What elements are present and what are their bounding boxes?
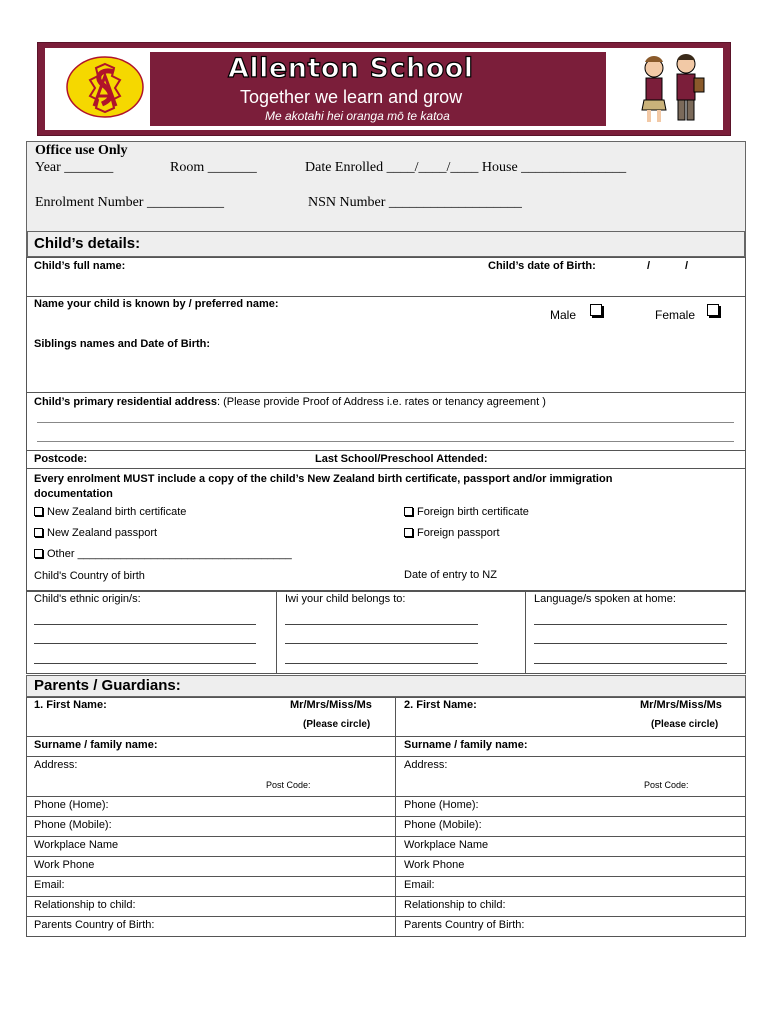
ethnic-line[interactable] [34, 624, 256, 625]
checkbox-icon[interactable] [34, 507, 43, 516]
parent1-first-name-label[interactable]: 1. First Name: [34, 699, 107, 711]
divider [27, 736, 745, 737]
parent2-title-options[interactable]: Mr/Mrs/Miss/Ms [640, 699, 722, 711]
parent1-phone-mobile[interactable]: Phone (Mobile): [34, 819, 112, 831]
parent1-address-label[interactable]: Address: [34, 759, 78, 771]
parent2-phone-mobile[interactable]: Phone (Mobile): [404, 819, 482, 831]
enrolment-number-field[interactable]: Enrolment Number ___________ [35, 195, 224, 210]
parent2-relationship[interactable]: Relationship to child: [404, 899, 506, 911]
language-line[interactable] [534, 663, 727, 664]
parent2-phone-home[interactable]: Phone (Home): [404, 799, 479, 811]
children-illustration-icon [626, 48, 716, 130]
parent2-please-circle: (Please circle) [651, 719, 719, 730]
parent1-work-phone[interactable]: Work Phone [34, 859, 95, 871]
siblings-label[interactable]: Siblings names and Date of Birth: [34, 338, 211, 350]
parent2-work-phone[interactable]: Work Phone [404, 859, 465, 871]
doc-option-label: Foreign passport [417, 527, 500, 539]
divider [27, 916, 745, 917]
female-checkbox[interactable] [707, 304, 719, 316]
school-name: Allenton School [228, 53, 474, 84]
parent1-please-circle: (Please circle) [303, 719, 371, 730]
room-field[interactable]: Room _______ [170, 160, 257, 175]
postcode-label[interactable]: Postcode: [34, 453, 88, 465]
doc-option-other[interactable] [34, 548, 292, 560]
divider [27, 392, 745, 393]
parent2-first-name-label[interactable]: 2. First Name: [404, 699, 477, 711]
parent1-relationship[interactable]: Relationship to child: [34, 899, 136, 911]
doc-option-nz-passport[interactable] [34, 527, 157, 539]
enrolment-note: Every enrolment MUST include a copy of the child’s New Zealand birth certificate, passport and/or immigration [34, 473, 613, 485]
dob-slash: / [647, 260, 651, 272]
divider [27, 450, 745, 451]
divider [27, 856, 745, 857]
doc-option-label: New Zealand passport [47, 527, 158, 539]
male-label: Male [550, 308, 577, 322]
preferred-name-label[interactable]: Name your child is known by / preferred name: [34, 298, 279, 310]
maori-motto: Me akotahi hei oranga mō te katoa [265, 109, 450, 123]
school-tagline: Together we learn and grow [240, 87, 463, 107]
last-school-label[interactable]: Last School/Preschool Attended: [315, 453, 488, 465]
language-label[interactable]: Language/s spoken at home: [534, 593, 676, 605]
enrolment-note-cont: documentation [34, 488, 113, 500]
iwi-line[interactable] [285, 643, 478, 644]
nsn-number-field[interactable]: NSN Number ___________________ [308, 195, 522, 210]
divider [27, 296, 745, 297]
doc-option-label: Other ___________________________________ [47, 548, 292, 560]
divider [27, 836, 745, 837]
year-field[interactable]: Year _______ [35, 160, 114, 175]
checkbox-icon[interactable] [404, 507, 413, 516]
parent2-workplace[interactable]: Workplace Name [404, 839, 489, 851]
divider [27, 816, 745, 817]
doc-option-nz-birth[interactable] [34, 506, 186, 518]
date-entry-label[interactable]: Date of entry to NZ [404, 569, 497, 581]
parent2-country-of-birth[interactable]: Parents Country of Birth: [404, 919, 525, 931]
divider [27, 468, 745, 469]
female-label: Female [655, 308, 696, 322]
date-enrolled-field[interactable]: Date Enrolled ____/____/____ House _______________ [305, 160, 627, 175]
doc-option-foreign-birth[interactable] [404, 506, 529, 518]
parent1-title-options[interactable]: Mr/Mrs/Miss/Ms [290, 699, 372, 711]
divider [525, 590, 526, 674]
male-checkbox[interactable] [590, 304, 602, 316]
child-details-heading: Child’s details: [34, 235, 141, 252]
parent2-email[interactable]: Email: [404, 879, 435, 891]
dob-slash: / [685, 260, 689, 272]
parent2-post-code-label[interactable]: Post Code: [644, 780, 689, 790]
parent1-country-of-birth[interactable]: Parents Country of Birth: [34, 919, 155, 931]
divider [27, 796, 745, 797]
doc-option-label: New Zealand birth certificate [47, 506, 187, 518]
child-dob-label[interactable]: Child’s date of Birth: [488, 260, 596, 272]
country-of-birth-label[interactable]: Child's Country of birth [34, 570, 145, 582]
address-line-2[interactable] [37, 441, 734, 442]
language-line[interactable] [534, 624, 727, 625]
address-note: : (Please provide Proof of Address i.e. rates or tenancy agreement ) [217, 396, 546, 408]
iwi-label[interactable]: Iwi your child belongs to: [285, 593, 406, 605]
parent2-surname-label[interactable]: Surname / family name: [404, 739, 528, 751]
parent1-phone-home[interactable]: Phone (Home): [34, 799, 109, 811]
doc-option-label: Foreign birth certificate [417, 506, 529, 518]
checkbox-icon[interactable] [404, 528, 413, 537]
parent1-email[interactable]: Email: [34, 879, 65, 891]
office-heading: Office use Only [35, 143, 128, 158]
parent1-workplace[interactable]: Workplace Name [34, 839, 119, 851]
parent2-address-label[interactable]: Address: [404, 759, 448, 771]
iwi-line[interactable] [285, 624, 478, 625]
iwi-line[interactable] [285, 663, 478, 664]
divider [27, 896, 745, 897]
ethnic-line[interactable] [34, 663, 256, 664]
divider [27, 876, 745, 877]
address-line[interactable] [34, 396, 546, 408]
address-line-1[interactable] [37, 422, 734, 423]
ethnic-origin-label[interactable]: Child's ethnic origin/s: [34, 593, 141, 605]
doc-option-foreign-passport[interactable] [404, 527, 500, 539]
ethnic-line[interactable] [34, 643, 256, 644]
parents-heading: Parents / Guardians: [34, 677, 181, 694]
parent1-surname-label[interactable]: Surname / family name: [34, 739, 158, 751]
parent1-post-code-label[interactable]: Post Code: [266, 780, 311, 790]
checkbox-icon[interactable] [34, 528, 43, 537]
address-label: Child’s primary residential address [34, 396, 217, 408]
divider [276, 590, 277, 674]
child-full-name-label[interactable]: Child’s full name: [34, 260, 126, 272]
school-crest-icon [62, 54, 148, 120]
divider [27, 756, 745, 757]
language-line[interactable] [534, 643, 727, 644]
checkbox-icon[interactable] [34, 549, 43, 558]
divider [395, 697, 396, 937]
